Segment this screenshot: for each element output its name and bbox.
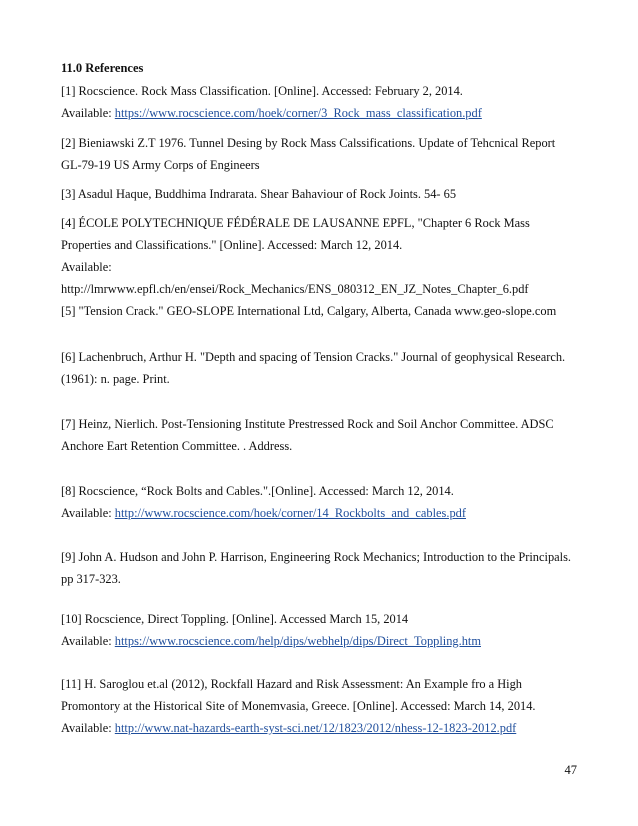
reference-line: Properties and Classifications." [Online]. Accessed: March 12, 2014. — [61, 238, 403, 252]
section-heading: 11.0 References — [61, 61, 144, 75]
reference-line — [61, 633, 481, 649]
reference-link[interactable]: http://www.rocscience.com/hoek/corner/14_Rockbolts_and_cables.pdf — [114, 506, 466, 520]
reference-line: Anchore Eart Retention Committee. . Address. — [61, 439, 293, 453]
available-label: Available: — [61, 634, 115, 648]
available-label: Available: — [61, 721, 115, 735]
reference-line: [3] Asadul Haque, Buddhima Indrarata. Shear Bahaviour of Rock Joints. 54- 65 — [61, 187, 457, 201]
available-label: Available: — [61, 506, 115, 520]
reference-line: [5] "Tension Crack." GEO-SLOPE International Ltd, Calgary, Alberta, Canada www.geo-slope.com — [61, 304, 557, 318]
reference-link[interactable]: http://www.nat-hazards-earth-syst-sci.net/12/1823/2012/nhess-12-1823-2012.pdf — [114, 721, 517, 735]
reference-link[interactable]: https://www.rocscience.com/help/dips/webhelp/dips/Direct_Toppling.htm — [114, 634, 481, 648]
reference-line: Available: — [61, 260, 112, 274]
reference-line: [4] ÉCOLE POLYTECHNIQUE FÉDÉRALE DE LAUSANNE EPFL, "Chapter 6 Rock Mass — [61, 216, 530, 230]
reference-line: GL-79-19 US Army Corps of Engineers — [61, 158, 260, 172]
reference-line: [10] Rocscience, Direct Toppling. [Online]. Accessed March 15, 2014 — [61, 612, 409, 626]
reference-line: [6] Lachenbruch, Arthur H. "Depth and spacing of Tension Cracks." Journal of geophysical Research. — [61, 350, 566, 364]
reference-link[interactable]: https://www.rocscience.com/hoek/corner/3_Rock_mass_classification.pdf — [114, 106, 482, 120]
reference-line: [9] John A. Hudson and John P. Harrison, Engineering Rock Mechanics; Introduction to the Principals. — [61, 550, 572, 564]
page-number: 47 — [564, 763, 577, 777]
available-label: Available: — [61, 106, 115, 120]
reference-line — [61, 505, 466, 521]
reference-line: Promontory at the Historical Site of Monemvasia, Greece. [Online]. Accessed: March 14, 2014. — [61, 699, 536, 713]
reference-line — [61, 105, 482, 121]
reference-line: [7] Heinz, Nierlich. Post-Tensioning Institute Prestressed Rock and Soil Anchor Committee. ADSC — [61, 417, 554, 431]
reference-line — [61, 720, 516, 736]
reference-line: [1] Rocscience. Rock Mass Classification. [Online]. Accessed: February 2, 2014. — [61, 84, 463, 98]
reference-line: http://lmrwww.epfl.ch/en/ensei/Rock_Mechanics/ENS_080312_EN_JZ_Notes_Chapter_6.pdf — [61, 282, 529, 296]
reference-line: pp 317-323. — [61, 572, 121, 586]
reference-line: [2] Bieniawski Z.T 1976. Tunnel Desing by Rock Mass Calssifications. Update of Tehcnical Report — [61, 136, 556, 150]
reference-line: (1961): n. page. Print. — [61, 372, 170, 386]
reference-line: [11] H. Saroglou et.al (2012), Rockfall Hazard and Risk Assessment: An Example fro a High — [61, 677, 522, 691]
reference-line: [8] Rocscience, “Rock Bolts and Cables.".[Online]. Accessed: March 12, 2014. — [61, 484, 454, 498]
